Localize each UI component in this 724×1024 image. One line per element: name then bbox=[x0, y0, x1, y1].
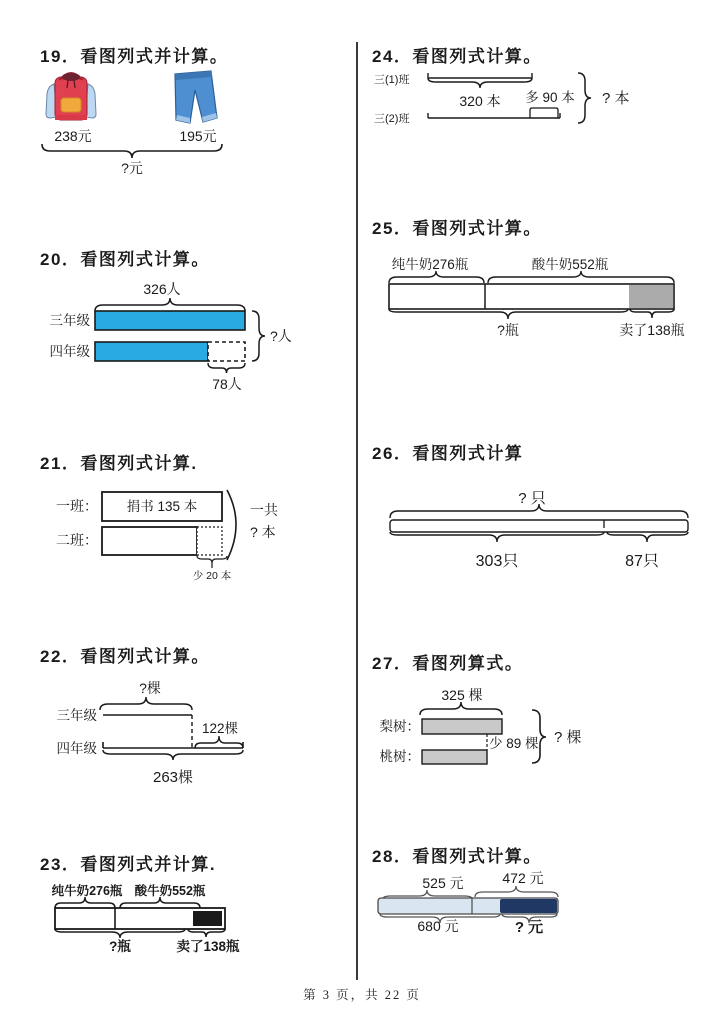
hoodie-pocket bbox=[61, 98, 81, 112]
top2-label: 472 元 bbox=[502, 870, 544, 886]
class32-line bbox=[428, 113, 560, 118]
problem-24 bbox=[372, 42, 717, 164]
peach-row-label: 桃树： bbox=[379, 749, 420, 764]
less-label: 少 89 棵 bbox=[489, 736, 539, 751]
extra-label: 122棵 bbox=[201, 721, 239, 736]
question-brace bbox=[55, 929, 185, 938]
class32-row-label: 三(2)班 bbox=[374, 113, 410, 125]
yogurt-brace bbox=[120, 897, 200, 908]
total-word-label: 一共 bbox=[250, 502, 278, 518]
yogurt-label: 酸牛奶552瓶 bbox=[531, 257, 609, 272]
grade3-bar bbox=[95, 311, 245, 330]
problem-22-title: 22．看图列式计算。 bbox=[40, 647, 210, 666]
problem-23-title: 23．看图列式并计算. bbox=[40, 855, 217, 874]
question-brace bbox=[389, 309, 628, 319]
question-label: ? 棵 bbox=[554, 729, 582, 746]
more-label: 多 90 本 bbox=[525, 90, 575, 105]
extra-label: 78人 bbox=[212, 376, 242, 392]
class2-missing-segment bbox=[197, 527, 222, 555]
pear-amount-label: 325 棵 bbox=[441, 687, 483, 703]
jeans-illustration bbox=[175, 71, 217, 123]
part2-label: 87只 bbox=[625, 553, 659, 570]
total-paren bbox=[227, 490, 236, 560]
class2-row-label: 二班： bbox=[56, 532, 98, 548]
class31-line bbox=[428, 73, 532, 78]
hoodie-illustration bbox=[46, 73, 96, 121]
less-label: 少 20 本 bbox=[192, 570, 232, 582]
question-label: ?人 bbox=[270, 328, 292, 344]
problem-23 bbox=[28, 850, 358, 963]
extra-brace bbox=[195, 736, 243, 748]
total-brace bbox=[390, 504, 688, 518]
part1-label: 303只 bbox=[475, 553, 519, 570]
top2-brace bbox=[475, 886, 558, 897]
class1-row-label: 一班： bbox=[56, 498, 98, 514]
question-segment bbox=[500, 899, 557, 913]
question-label: ?瓶 bbox=[497, 322, 519, 338]
right-brace bbox=[252, 311, 265, 361]
hoodie-hem bbox=[55, 115, 87, 120]
total-question-label: ? 本 bbox=[250, 524, 276, 540]
problem-25-diagram bbox=[372, 251, 717, 346]
total-label: 263棵 bbox=[152, 769, 194, 786]
amount-label: 320 本 bbox=[459, 93, 501, 109]
problem-26-title: 26．看图列式计算 bbox=[372, 444, 524, 463]
problem-28 bbox=[372, 842, 717, 964]
top1-label: 525 元 bbox=[422, 875, 464, 891]
problem-28-diagram bbox=[372, 869, 717, 964]
pear-bar bbox=[422, 719, 502, 734]
problem-19-diagram bbox=[40, 67, 360, 182]
grade3-total-label: 326人 bbox=[143, 281, 181, 297]
yogurt-label: 酸牛奶552瓶 bbox=[134, 884, 206, 898]
sold-label: 卖了138瓶 bbox=[176, 939, 240, 954]
class1-bar-text: 捐书 135 本 bbox=[126, 499, 198, 514]
peach-bar bbox=[422, 750, 487, 764]
problem-20-title: 20．看图列式计算。 bbox=[40, 250, 210, 269]
problem-21 bbox=[40, 449, 350, 587]
problem-28-title: 28．看图列式计算。 bbox=[372, 847, 542, 866]
grade4-bar bbox=[95, 342, 208, 361]
problem-27-title: 27．看图列算式。 bbox=[372, 654, 524, 673]
sold-label: 卖了138瓶 bbox=[619, 322, 685, 338]
part1-brace bbox=[390, 532, 604, 542]
question-label: ? 只 bbox=[518, 490, 546, 507]
yogurt-brace bbox=[488, 271, 674, 283]
question-label: ? 本 bbox=[602, 90, 630, 107]
milk-brace bbox=[55, 897, 115, 908]
problem-22-diagram bbox=[40, 675, 350, 793]
problem-21-diagram bbox=[40, 482, 350, 587]
problem-26 bbox=[372, 439, 717, 577]
total-question-label: ?元 bbox=[121, 160, 143, 176]
problem-27-diagram bbox=[372, 683, 717, 788]
problem-24-title: 24．看图列式计算。 bbox=[372, 47, 542, 66]
total-brace bbox=[578, 73, 591, 123]
total-brace bbox=[103, 750, 243, 760]
grade4-missing-segment bbox=[208, 342, 245, 361]
pear-row-label: 梨树： bbox=[379, 719, 420, 734]
milk-brace bbox=[389, 271, 484, 283]
problem-19-title: 19．看图列式并计算。 bbox=[40, 47, 229, 66]
column-divider-line bbox=[356, 42, 358, 980]
question-label: ?棵 bbox=[139, 680, 161, 696]
top-brace bbox=[95, 298, 245, 311]
problem-27 bbox=[372, 649, 717, 788]
grade3-brace bbox=[100, 697, 192, 710]
problem-20 bbox=[40, 245, 350, 398]
hoodie-price-label: 238元 bbox=[54, 128, 92, 144]
grade4-row-label: 四年级 bbox=[56, 741, 97, 756]
problem-24-diagram bbox=[372, 69, 717, 164]
milk-label: 纯牛奶276瓶 bbox=[51, 884, 123, 898]
part2-brace bbox=[607, 532, 688, 542]
bottom2-label: ? 元 bbox=[514, 919, 544, 936]
jeans-price-label: 195元 bbox=[179, 128, 217, 144]
sold-brace bbox=[630, 309, 674, 318]
class31-row-label: 三(1)班 bbox=[374, 74, 410, 86]
problem-21-title: 21．看图列式计算. bbox=[40, 454, 198, 473]
less-brace bbox=[197, 556, 227, 568]
sold-segment bbox=[629, 285, 673, 308]
bottom1-label: 680 元 bbox=[417, 918, 459, 934]
sold-brace bbox=[188, 929, 225, 937]
amount-brace bbox=[428, 78, 532, 88]
grade4-row-label: 四年级 bbox=[49, 344, 90, 359]
problem-22 bbox=[40, 642, 350, 793]
sold-segment bbox=[193, 911, 222, 926]
problem-20-diagram bbox=[40, 278, 350, 398]
page-footer: 第 3 页，共 22 页 bbox=[303, 988, 421, 1002]
problem-26-diagram bbox=[372, 482, 717, 577]
problem-19 bbox=[40, 42, 360, 182]
more-bracket bbox=[530, 108, 558, 118]
problem-25 bbox=[372, 214, 717, 346]
problem-23-diagram bbox=[28, 881, 358, 963]
pear-brace bbox=[420, 702, 502, 715]
total-brace bbox=[42, 144, 222, 158]
hoodie-hood-opening bbox=[62, 73, 80, 81]
milk-label: 纯牛奶276瓶 bbox=[391, 257, 469, 272]
class2-bar bbox=[102, 527, 197, 555]
question-label: ?瓶 bbox=[109, 939, 131, 954]
extra-brace bbox=[208, 363, 245, 373]
grade3-row-label: 三年级 bbox=[56, 708, 97, 723]
problem-25-title: 25．看图列式计算。 bbox=[372, 219, 542, 238]
grade3-row-label: 三年级 bbox=[49, 313, 90, 328]
animals-bar bbox=[390, 520, 688, 532]
